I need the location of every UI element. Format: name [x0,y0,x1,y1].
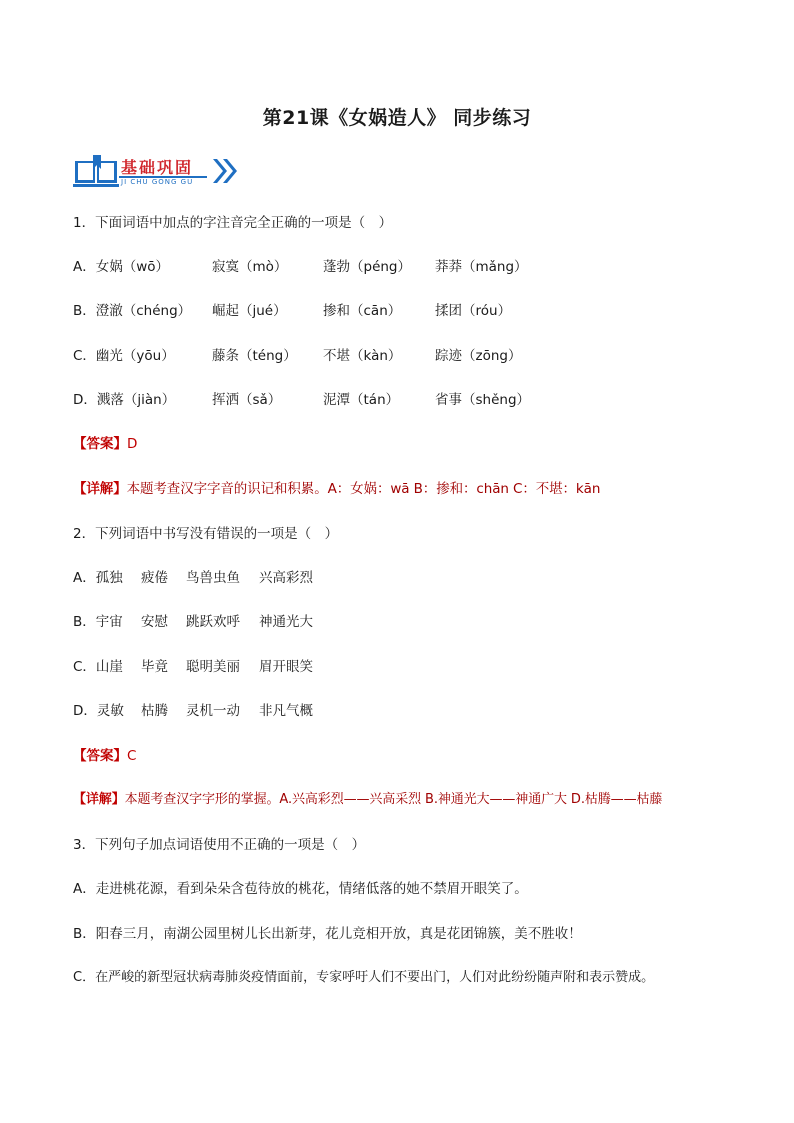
q2-answer [73,747,136,765]
answer-tag: 【答案】 [73,436,127,452]
q2-option-b: B．宇宙 [73,614,123,630]
q2-option-b-2: 安慰 [141,614,168,630]
answer-tag: 【答案】 [73,748,127,764]
q2-option-a-3: 鸟兽虫鱼 [186,570,240,586]
q1-option-c-2: 藤条（téng） [212,348,297,364]
q1-option-b: B．澄澈（chéng） [73,303,192,319]
q3-option-b: B．阳春三月，南湖公园里树儿长出新芽，花儿竞相开放，真是花团锦簇，美不胜收！ [73,926,582,942]
q2-option-c: C．山崖 [73,659,123,675]
q1-option-a-4: 莽莽（mǎng） [435,259,528,275]
q2-option-a: A．孤独 [73,570,123,586]
q3-option-a: A．走进桃花源，看到朵朵含苞待放的桃花，情绪低落的她不禁眉开眼笑了。 [73,881,528,897]
page-title: 第21课《女娲造人》 同步练习 [262,107,532,129]
question-3-stem: 3．下列句子加点词语使用不正确的一项是（ ） [73,837,366,853]
q1-option-c: C．幽光（yōu） [73,348,175,364]
banner-pinyin: JI CHU GONG GU [121,178,194,186]
q2-option-d-4: 非凡气概 [259,703,313,719]
q1-option-d-4: 省事（shěng） [435,392,531,408]
detail-tag: 【详解】 [73,792,125,807]
question-1-stem: 1．下面词语中加点的字注音完全正确的一项是（ ） [73,215,393,231]
question-2-stem: 2．下列词语中书写没有错误的一项是（ ） [73,526,339,542]
q1-option-d: D．溅落（jiàn） [73,392,176,408]
q1-detail [73,480,600,498]
q1-option-b-2: 崛起（jué） [212,303,287,319]
q1-option-d-2: 挥洒（sǎ） [212,392,282,408]
q2-option-a-4: 兴高彩烈 [259,570,313,586]
section-banner [73,153,243,189]
q2-option-c-4: 眉开眼笑 [259,659,313,675]
banner-label: 基础巩固 [121,158,194,177]
detail-tag: 【详解】 [73,481,127,497]
q2-option-d-3: 灵机一动 [186,703,240,719]
q2-detail [73,791,662,809]
q2-option-d: D．灵敏 [73,703,124,719]
q1-option-b-3: 掺和（cān） [323,303,402,319]
q1-option-b-4: 揉团（róu） [435,303,512,319]
q1-option-c-3: 不堪（kàn） [323,348,402,364]
q2-option-b-4: 神通光大 [259,614,313,630]
answer-value: D [127,436,138,452]
detail-text: 本题考查汉字字形的掌握。A.兴高彩烈——兴高采烈 B.神通光大——神通广大 D.枯腾——枯藤 [124,792,663,807]
q1-option-c-4: 踪迹（zōng） [435,348,522,364]
q1-option-d-3: 泥潭（tán） [323,392,400,408]
q2-option-d-2: 枯腾 [141,703,168,719]
q2-option-a-2: 疲倦 [141,570,168,586]
q1-answer [73,435,137,453]
q1-option-a-2: 寂寞（mò） [212,259,288,275]
q1-option-a: A．女娲（wō） [73,259,170,275]
q2-option-c-2: 毕竟 [141,659,168,675]
q1-option-a-3: 蓬勃（péng） [323,259,412,275]
detail-text: 本题考查汉字字音的识记和积累。A：女娲：wā B：掺和：chān C：不堪：kān [126,481,601,497]
q3-option-c: C．在严峻的新型冠状病毒肺炎疫情面前，专家呼吁人们不要出门，人们对此纷纷随声附和表示赞成。 [73,970,655,985]
q2-option-c-3: 聪明美丽 [186,659,240,675]
answer-value: C [127,748,137,764]
q2-option-b-3: 跳跃欢呼 [186,614,240,630]
